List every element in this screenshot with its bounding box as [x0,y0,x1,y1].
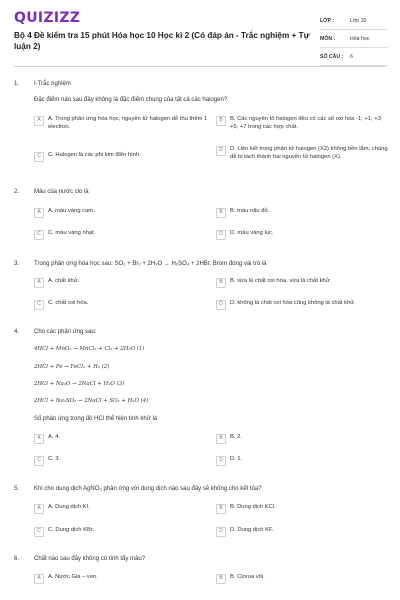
option-c[interactable] [34,300,214,310]
question-text: Trong phản ứng hóa học sau: SO₂ + Br₂ + 2H₂O → H₂SO₄ + 2HBr. Brom đóng vai trò là [34,261,267,267]
meta-label: LỚP : [320,17,335,24]
option-text: B. 2. [230,434,242,440]
option-letter: A [34,208,44,218]
option-a[interactable] [34,574,214,584]
option-text: D. 1. [230,456,243,462]
option-c[interactable] [34,527,214,537]
question-number: 1. [14,80,20,87]
header-divider [14,66,386,67]
option-text: D. Liên kết trong phân tử halogen (X2) không bền lắm, chúng dễ bị tách thành hai nguyên tử halogen (X). [230,146,388,160]
option-a[interactable] [34,278,214,288]
option-text: C. 3. [48,456,61,462]
meta-label: SỐ CÂU : [320,53,344,60]
option-b[interactable] [216,116,390,131]
meta-label: MÔN : [320,35,336,42]
question-number: 6. [14,555,20,562]
option-text: D. không là chất oxi hóa cũng không là chất khử. [230,300,356,306]
option-letter: B [216,116,226,126]
option-text: A. Trong phân ứng hóa học, nguyên tử halogen dễ thu thêm 1 electron. [48,116,208,130]
option-c[interactable] [34,230,214,240]
option-b[interactable] [216,574,390,584]
meta-row-subject [320,30,388,48]
question-number: 2. [14,188,20,195]
question-text: Cho các phản ứng sau: [34,329,97,335]
option-letter: B [216,504,226,514]
option-letter: C [34,527,44,537]
question-number: 4. [14,328,20,335]
option-text: A. Nước Gia – ven. [48,574,98,580]
option-letter: D [216,456,226,466]
question-number: 5. [14,485,20,492]
option-text: C. màu vàng nhạt. [48,230,96,236]
option-text: C. Dung dịch KBr. [48,527,95,533]
question-text: Chất nào sau đây không có tính tẩy màu? [34,556,146,562]
option-text: B. Dung dịch KCl. [230,504,276,510]
meta-value: Hóa học [350,35,370,42]
option-letter: A [34,574,44,584]
quizizz-logo: QUIZIZZ [14,10,81,26]
meta-table [320,12,388,66]
equation-1: 4HCl + MnO₂ → MnCl₂ + Cl₂ + 2H₂O (1) [34,346,145,352]
option-text: A. 4. [48,434,60,440]
option-a[interactable] [34,434,214,444]
option-c[interactable] [34,152,214,162]
option-d[interactable] [216,230,390,240]
equation-2: 2HCl + Fe → FeCl₂ + H₂ (2) [34,364,110,370]
option-letter: B [216,574,226,584]
option-d[interactable] [216,300,390,310]
option-letter: D [216,300,226,310]
option-letter: A [34,434,44,444]
option-text: D. Dung dịch KF. [230,527,274,533]
option-b[interactable] [216,504,390,514]
option-a[interactable] [34,208,214,218]
option-a[interactable] [34,504,214,514]
option-letter: C [34,300,44,310]
option-letter: C [34,152,44,162]
equation-3: 2HCl + Na₂O → 2NaCl + H₂O (3) [34,381,125,387]
option-text: B. Các nguyên tố halogen đều có các số oxi hóa -1; +1; +3; +5; +7 trong các hợp chất. [230,116,383,130]
question-subtext: Số phản ứng trong đó HCl thể hiện tính khử là [34,416,158,422]
option-text: B. vừa là chất oxi hóa, vừa là chất khử. [230,278,332,284]
meta-value: 6 [350,53,353,60]
option-letter: C [34,230,44,240]
option-text: C. chất oxi hóa. [48,300,89,306]
option-text: D. màu vàng lục. [230,230,274,236]
option-letter: B [216,208,226,218]
meta-value: Lớp 10 [350,17,367,24]
option-letter: D [216,230,226,240]
option-letter: A [34,504,44,514]
question-number: 3. [14,260,20,267]
option-text: A. màu vàng cam. [48,208,95,214]
question-text: Đặc điểm nào sau đây không là đặc điểm chung của tất cả các halogen? [34,97,228,103]
option-b[interactable] [216,434,390,444]
option-text: C. Halogen là các phi kim điển hình. [48,152,141,158]
option-text: A. chất khử. [48,278,80,284]
meta-row-class [320,12,388,30]
option-b[interactable] [216,208,390,218]
option-letter: D [216,527,226,537]
option-b[interactable] [216,278,390,288]
question-section: I-Trắc nghiệm [34,81,71,87]
document-title: Bộ 4 Đề kiểm tra 15 phút Hóa học 10 Học kì 2 (Có đáp án - Trắc nghiệm + Tự luận 2) [14,31,310,51]
option-c[interactable] [34,456,214,466]
option-d[interactable] [216,456,390,466]
option-d[interactable] [216,527,390,537]
question-text: Khi cho dung dịch AgNO₃ phản ứng với dung dịch nào sau đây sẽ không cho kết tủa? [34,486,262,492]
option-letter: D [216,146,226,156]
option-text: A. Dung dịch KI. [48,504,90,510]
question-text: Màu của nước clo là [34,189,89,195]
option-text: B. màu nâu đỏ. [230,208,270,214]
option-letter: C [34,456,44,466]
equation-4: 2HCl + Na₂SO₃ → 2NaCl + SO₂ + H₂O (4) [34,398,149,404]
option-letter: A [34,278,44,288]
option-letter: B [216,278,226,288]
option-text: B. Clorua vôi. [230,574,265,580]
option-letter: B [216,434,226,444]
option-letter: A [34,116,44,126]
option-a[interactable] [34,116,214,131]
option-d[interactable] [216,146,390,161]
meta-row-count [320,48,388,66]
